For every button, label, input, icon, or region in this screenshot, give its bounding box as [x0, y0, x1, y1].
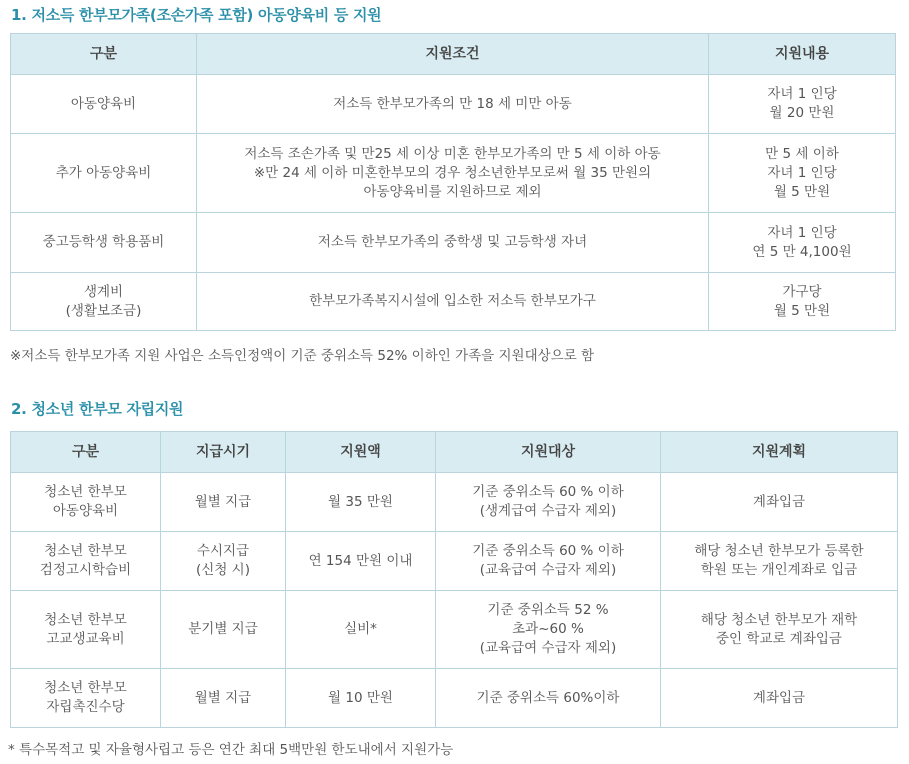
table-header-row: [11, 34, 896, 75]
row-category: 아동양육비: [11, 75, 197, 134]
row-target: 기준 중위소득 52 % 초과~60 % (교육급여 수급자 제외): [436, 591, 661, 669]
section-2-title: 2. 청소년 한부모 자립지원: [11, 400, 184, 418]
table-row: [11, 213, 896, 273]
row-amount: 월 35 만원: [286, 473, 436, 532]
row-condition: 저소득 한부모가족의 만 18 세 미만 아동: [197, 75, 709, 134]
row-category: 생계비 (생활보조금): [11, 273, 197, 331]
row-condition: 한부모가족복지시설에 입소한 저소득 한부모가구: [197, 273, 709, 331]
row-target: 기준 중위소득 60%이하: [436, 669, 661, 728]
header-target: 지원대상: [436, 432, 661, 473]
row-timing: 수시지급 (신청 시): [161, 532, 286, 591]
row-timing: 월별 지급: [161, 669, 286, 728]
row-amount: 연 154 만원 이내: [286, 532, 436, 591]
header-plan: 지원계획: [661, 432, 898, 473]
section-2-note: * 특수목적고 및 자율형사립고 등은 연간 최대 5백만원 한도내에서 지원가능: [8, 742, 454, 758]
table-row: [11, 532, 898, 591]
section-1-title: 1. 저소득 한부모가족(조손가족 포함) 아동양육비 등 지원: [11, 6, 382, 24]
row-condition: 저소득 한부모가족의 중학생 및 고등학생 자녀: [197, 213, 709, 273]
row-plan: 해당 청소년 한부모가 재학 중인 학교로 계좌입금: [661, 591, 898, 669]
row-category: 청소년 한부모 자립촉진수당: [11, 669, 161, 728]
table-row: [11, 591, 898, 669]
table-row: [11, 134, 896, 213]
table-row: [11, 473, 898, 532]
header-support: 지원내용: [709, 34, 896, 75]
row-condition: 저소득 조손가족 및 만25 세 이상 미혼 한부모가족의 만 5 세 이하 아동 ※만 24 세 이하 미혼한부모의 경우 청소년한부모로써 월 35 만원의 아동양육비를 지원하므로 제외: [197, 134, 709, 213]
row-category: 청소년 한부모 아동양육비: [11, 473, 161, 532]
row-timing: 월별 지급: [161, 473, 286, 532]
row-category: 추가 아동양육비: [11, 134, 197, 213]
row-category: 청소년 한부모 검정고시학습비: [11, 532, 161, 591]
row-support: 자녀 1 인당 월 20 만원: [709, 75, 896, 134]
child-support-table: [10, 33, 896, 331]
row-amount: 실비*: [286, 591, 436, 669]
table-header-row: [11, 432, 898, 473]
row-category: 청소년 한부모 고교생교육비: [11, 591, 161, 669]
youth-single-parent-table: [10, 431, 898, 728]
row-category: 중고등학생 학용품비: [11, 213, 197, 273]
row-support: 자녀 1 인당 연 5 만 4,100원: [709, 213, 896, 273]
row-timing: 분기별 지급: [161, 591, 286, 669]
row-plan: 해당 청소년 한부모가 등록한 학원 또는 개인계좌로 입금: [661, 532, 898, 591]
row-target: 기준 중위소득 60 % 이하 (교육급여 수급자 제외): [436, 532, 661, 591]
section-1-note: ※저소득 한부모가족 지원 사업은 소득인정액이 기준 중위소득 52% 이하인 가족을 지원대상으로 함: [10, 348, 595, 364]
header-category: 구분: [11, 34, 197, 75]
row-plan: 계좌입금: [661, 473, 898, 532]
header-timing: 지급시기: [161, 432, 286, 473]
header-condition: 지원조건: [197, 34, 709, 75]
row-plan: 계좌입금: [661, 669, 898, 728]
table-row: [11, 75, 896, 134]
row-support: 만 5 세 이하 자녀 1 인당 월 5 만원: [709, 134, 896, 213]
row-target: 기준 중위소득 60 % 이하 (생계급여 수급자 제외): [436, 473, 661, 532]
header-amount: 지원액: [286, 432, 436, 473]
table-row: [11, 669, 898, 728]
row-support: 가구당 월 5 만원: [709, 273, 896, 331]
header-category: 구분: [11, 432, 161, 473]
table-row: [11, 273, 896, 331]
row-amount: 월 10 만원: [286, 669, 436, 728]
